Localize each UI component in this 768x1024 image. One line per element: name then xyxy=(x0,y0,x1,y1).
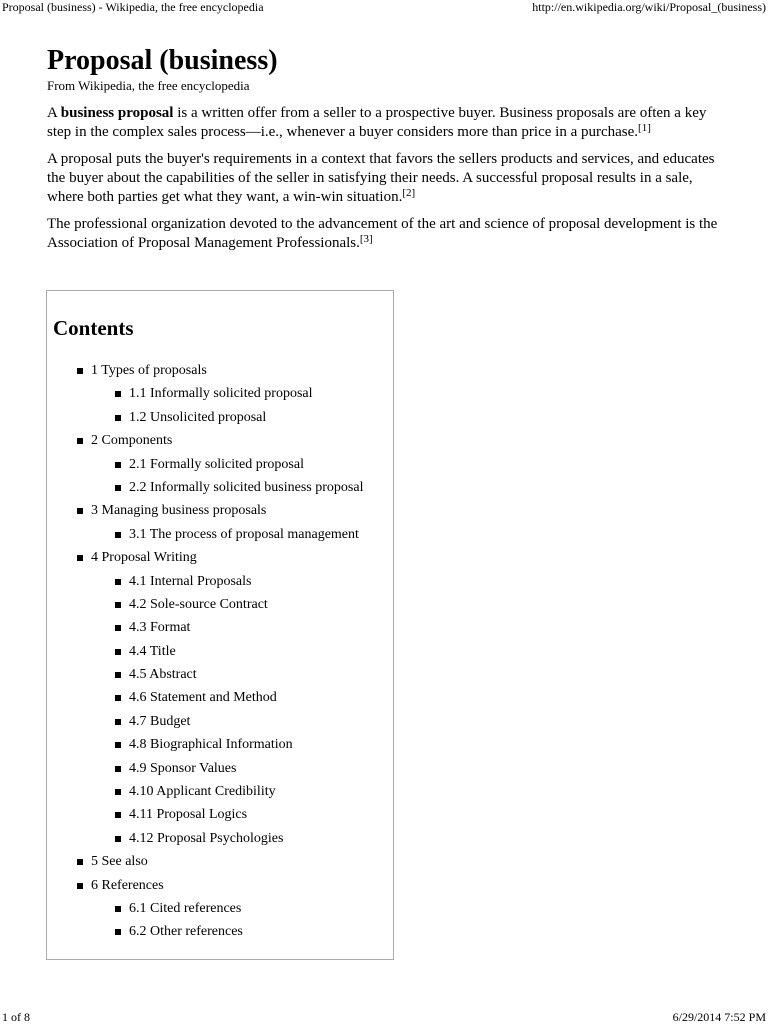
toc-item[interactable]: 4.4 Title xyxy=(47,640,393,663)
toc-item[interactable]: 6 References xyxy=(47,874,393,897)
toc-item[interactable]: 6.2 Other references xyxy=(47,920,393,943)
print-footer-page-count: 1 of 8 xyxy=(2,1010,30,1024)
article-body xyxy=(47,44,727,261)
toc-item[interactable]: 4 Proposal Writing xyxy=(47,546,393,569)
page-subtitle: From Wikipedia, the free encyclopedia xyxy=(47,78,250,93)
p2-text: A proposal puts the buyer's requirements in a context that favors the sellers products and services, and educates the buyer about the capabilities of the seller in satisfying their needs. A successful proposal results in a sale, where both parties get what they want, a win-win situation. xyxy=(47,151,715,205)
toc-list xyxy=(47,359,393,944)
toc-item[interactable]: 3.1 The process of proposal management xyxy=(47,523,393,546)
toc-item[interactable]: 2 Components xyxy=(47,429,393,452)
toc-item[interactable]: 4.12 Proposal Psychologies xyxy=(47,827,393,850)
toc-item[interactable]: 4.2 Sole-source Contract xyxy=(47,593,393,616)
toc-title: Contents xyxy=(53,316,134,340)
toc-item[interactable]: 4.6 Statement and Method xyxy=(47,686,393,709)
intro-paragraph-3 xyxy=(47,215,727,253)
toc-item[interactable]: 2.2 Informally solicited business proposal xyxy=(47,476,393,499)
intro-paragraph-1 xyxy=(47,104,727,142)
toc-item[interactable]: 4.7 Budget xyxy=(47,710,393,733)
intro-paragraph-2 xyxy=(47,150,727,207)
p1-lead: A xyxy=(47,105,61,121)
toc-item[interactable]: 4.10 Applicant Credibility xyxy=(47,780,393,803)
citation-3[interactable]: [3] xyxy=(359,233,373,245)
table-of-contents xyxy=(46,290,394,960)
citation-1[interactable]: [1] xyxy=(638,122,651,134)
p1-text: is a written offer from a seller to a prospective buyer. Business proposals are often a key step in the complex sales process—i.e., whenever a buyer considers more than price in a purchase. xyxy=(47,105,707,140)
toc-item[interactable]: 4.1 Internal Proposals xyxy=(47,570,393,593)
toc-item[interactable]: 1 Types of proposals xyxy=(47,359,393,382)
citation-2[interactable]: [2] xyxy=(402,187,416,199)
toc-item[interactable]: 2.1 Formally solicited proposal xyxy=(47,453,393,476)
page-title: Proposal (business) xyxy=(47,45,278,76)
toc-item[interactable]: 5 See also xyxy=(47,850,393,873)
toc-item[interactable]: 4.8 Biographical Information xyxy=(47,733,393,756)
print-header-url: http://en.wikipedia.org/wiki/Proposal_(business) xyxy=(532,0,766,14)
toc-item[interactable]: 4.3 Format xyxy=(47,616,393,639)
toc-item[interactable]: 1.2 Unsolicited proposal xyxy=(47,406,393,429)
toc-item[interactable]: 4.11 Proposal Logics xyxy=(47,803,393,826)
toc-item[interactable]: 3 Managing business proposals xyxy=(47,499,393,522)
p3-text: The professional organization devoted to the advancement of the art and science of proposal development is the Association of Proposal Management Professionals. xyxy=(47,216,718,251)
toc-item[interactable]: 6.1 Cited references xyxy=(47,897,393,920)
toc-item[interactable]: 4.5 Abstract xyxy=(47,663,393,686)
print-footer-timestamp: 6/29/2014 7:52 PM xyxy=(672,1010,766,1024)
p1-bold-term: business proposal xyxy=(60,105,174,121)
toc-item[interactable]: 1.1 Informally solicited proposal xyxy=(47,382,393,405)
print-header-title: Proposal (business) - Wikipedia, the free encyclopedia xyxy=(2,0,264,14)
toc-item[interactable]: 4.9 Sponsor Values xyxy=(47,757,393,780)
